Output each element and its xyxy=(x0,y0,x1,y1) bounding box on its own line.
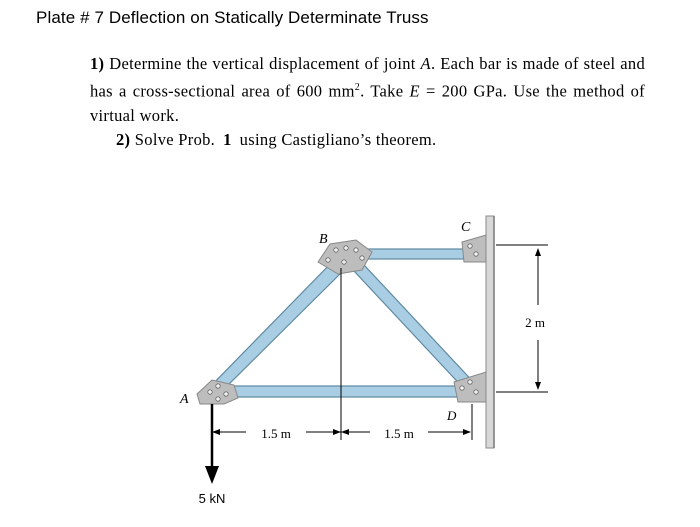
problem-2-number: 2) xyxy=(116,130,131,149)
load-arrow xyxy=(205,404,219,484)
plate-title: Plate # 7 Deflection on Statically Determinate Truss xyxy=(36,8,429,27)
load-label: 5 kN xyxy=(198,491,226,506)
problem-1-text: 1) Determine the vertical displacement of joint A. Each bar is made of steel and has a cross-sectional area of 600 $mm^2$. Take E = 200 GPa. Use the method of virtual work. xyxy=(90,54,645,125)
dim-right-label: 1.5 m xyxy=(384,426,414,441)
problem-1-number: 1) xyxy=(90,54,105,73)
joint-label-c: C xyxy=(461,220,471,235)
member-ad xyxy=(212,386,474,397)
support-wall xyxy=(486,216,494,448)
joint-label-d: D xyxy=(447,408,457,423)
joint-label-a: A xyxy=(180,392,189,407)
plate-c xyxy=(462,235,486,262)
problem-2-text: 2) Solve Prob. 1 using Castigliano’s theorem. xyxy=(116,130,437,149)
member-ab xyxy=(204,254,350,399)
joint-label-b: B xyxy=(319,232,328,247)
dim-left-label: 1.5 m xyxy=(261,426,291,441)
member-bd xyxy=(340,250,478,393)
dim-height-label: 2 m xyxy=(525,315,545,330)
